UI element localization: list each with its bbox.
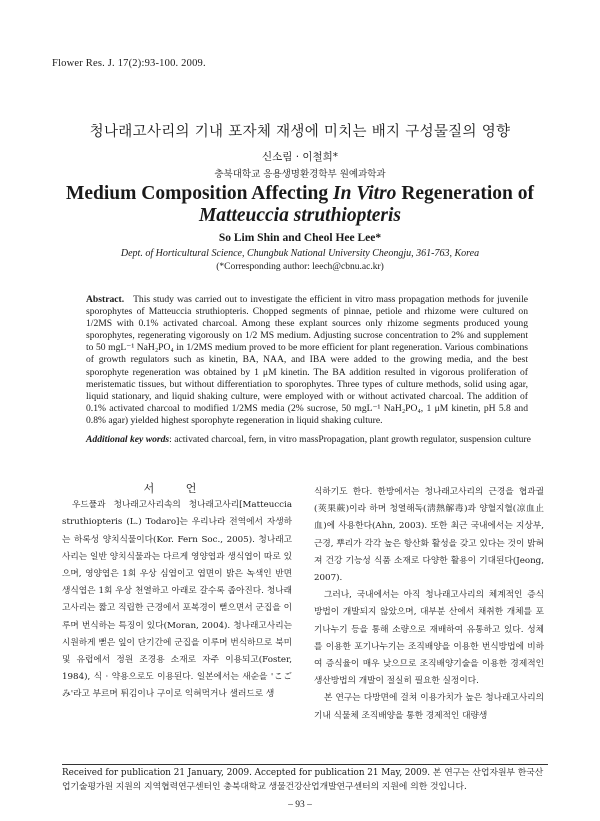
journal-header: Flower Res. J. 17(2):93-100. 2009. [52, 58, 206, 69]
english-title-italic: In Vitro [333, 183, 397, 204]
korean-authors: 신소림 · 이철희* [261, 151, 339, 163]
keywords [86, 434, 546, 445]
english-title [0, 183, 600, 227]
keywords-label: Additional key words [86, 434, 170, 445]
section-heading: 서 언 [143, 482, 211, 495]
korean-affiliation: 충북대학교 응용생명환경학부 원예과학과 [214, 169, 386, 180]
korean-title: 청나래고사리의 기내 포자체 재생에 미치는 배지 구성물질의 영향 [89, 124, 511, 140]
abstract-label: Abstract. [86, 294, 125, 305]
left-column [62, 480, 292, 704]
english-department: Dept. of Horticultural Science, Chungbuk National University Cheongju, 361-763, Korea [120, 248, 480, 259]
right-paragraph-3: 본 연구는 다방면에 걸쳐 이용가치가 높은 청나래고사리의 기내 식물체 조직배양을 통한 경제적인 대량생 [314, 693, 544, 721]
english-authors: So Lim Shin and Cheol Hee Lee* [218, 232, 382, 244]
footnote: Received for publication 21 January, 2009. Accepted for publication 21 May, 2009. 본 연구는 산업자원부 한국산업기술평가원 지원의 지역협력연구센터인 충북대학교 생물건강산업개발연구센터의 지원에 의한 것입니다. [62, 768, 544, 792]
footnote-divider [62, 764, 548, 765]
english-title-part-b: Regeneration of [396, 183, 534, 204]
english-title-species: Matteuccia struthiopteris [198, 205, 402, 226]
right-column [314, 484, 544, 725]
left-paragraph-1: 우드풀과 청나래고사리속의 청나래고사리[Matteuccia struthiopteris (L.) Todaro]는 우리나라 전역에서 자생하는 하록성 양치식물이다(Kor. Fern Soc., 2005). 청나래고사리는 일반 양치식물과는 다르게 영양엽과 생식엽이 따로 있으며, 영양엽은 1회 우상 심엽이고 엽면이 밝은 녹색인 반면 생식엽은 1회 우상 천열하고 아래로 갈수록 좁아진다. 청나래고사리는 짧고 직립한 근경에서 포복경이 뻗으면서 군집을 이루며 번식하는 특징이 있다(Moran, 2004). 청나래고사리는 시원하게 뻗은 잎이 단기간에 군집을 이루며 번식하므로 북미 및 유럽에서 정원 조경용 소재로 자주 이용되고(Foster, 1984), 식 · 약용으로도 이용된다. 일본에서는 새순을 'こごみ'라고 부르며 튀김이나 구이로 익혀먹거나 샐러드로 생 [62, 500, 292, 700]
corresponding-author: (*Corresponding author: leech@cbnu.ac.kr) [216, 262, 384, 272]
right-paragraph-1: 식하기도 한다. 한방에서는 청나래고사리의 근경을 협과궐(莢果蕨)이라 하며 청열해독(淸熱解毒)과 양혈지혈(凉血止血)에 사용한다(Ahn, 2003). 또한 최근 국내에서는 지상부, 근경, 뿌리가 각각 높은 항산화 활성을 갖고 있다는 것이 밝혀져 건강 기능성 식품 소재로 다양한 활용이 기대된다(Jeong, 2007). [314, 487, 544, 584]
english-title-part-a: Medium Composition Affecting [65, 183, 334, 204]
abstract-text: This study was carried out to investigate the efficient in vitro mass propagation methods for juvenile sporophytes of Matteuccia struthiopteris. Chopped segments of pinnae, petiole and rhizome were cultured on 1/2MS with 0.1% activated charcoal. Among these explant sources only rhizome segments produced young sporophytes, regenerating vigorously on 1/2 MS medium. Adjusting sucrose concentration to 2% and supplement to 50 mgL⁻¹ NaH₂PO₄ in 1/2MS medium proved to be more efficient for plant regeneration. Various combinations of growth regulators such as kinetin, BA, NAA, and IBA were added to the growing media, and the best sporophyte regeneration was obtained by 1 μM kinetin. The BA addition resulted in vigorous proliferation of meristematic tissues, but without differentiation to sporophytes. Three types of culture methods, solid using agar, liquid stationary, and liquid shaking culture, were employed with or without activated charcoal. The addition of 0.1% activated charcoal to modified 1/2MS media (2% sucrose, 50 mgL⁻¹ NaH₂PO₄, 1 μM kinetin, pH 5.8 and 0.8% agar) yielded highest sporophyte regeneration in liquid shaking culture. [86, 294, 528, 426]
page-number: – 93 – [288, 800, 312, 810]
right-paragraph-2: 그러나, 국내에서는 아직 청나래고사리의 체계적인 증식 방법이 개발되지 않았으며, 대부분 산에서 채취한 개체를 포기나누기 등을 통해 소량으로 재배하여 유통하고 있다. 성체를 이용한 포기나누기는 조직배양을 이용한 번식방법에 비하여 증식율이 매우 낮으므로 조직배양기술을 이용한 경제적인 생산방법의 개발이 절실히 필요한 실정이다. [314, 590, 544, 687]
keywords-text: : activated charcoal, fern, in vitro massPropagation, plant growth regulator, suspension culture [169, 434, 531, 445]
abstract [86, 294, 528, 427]
